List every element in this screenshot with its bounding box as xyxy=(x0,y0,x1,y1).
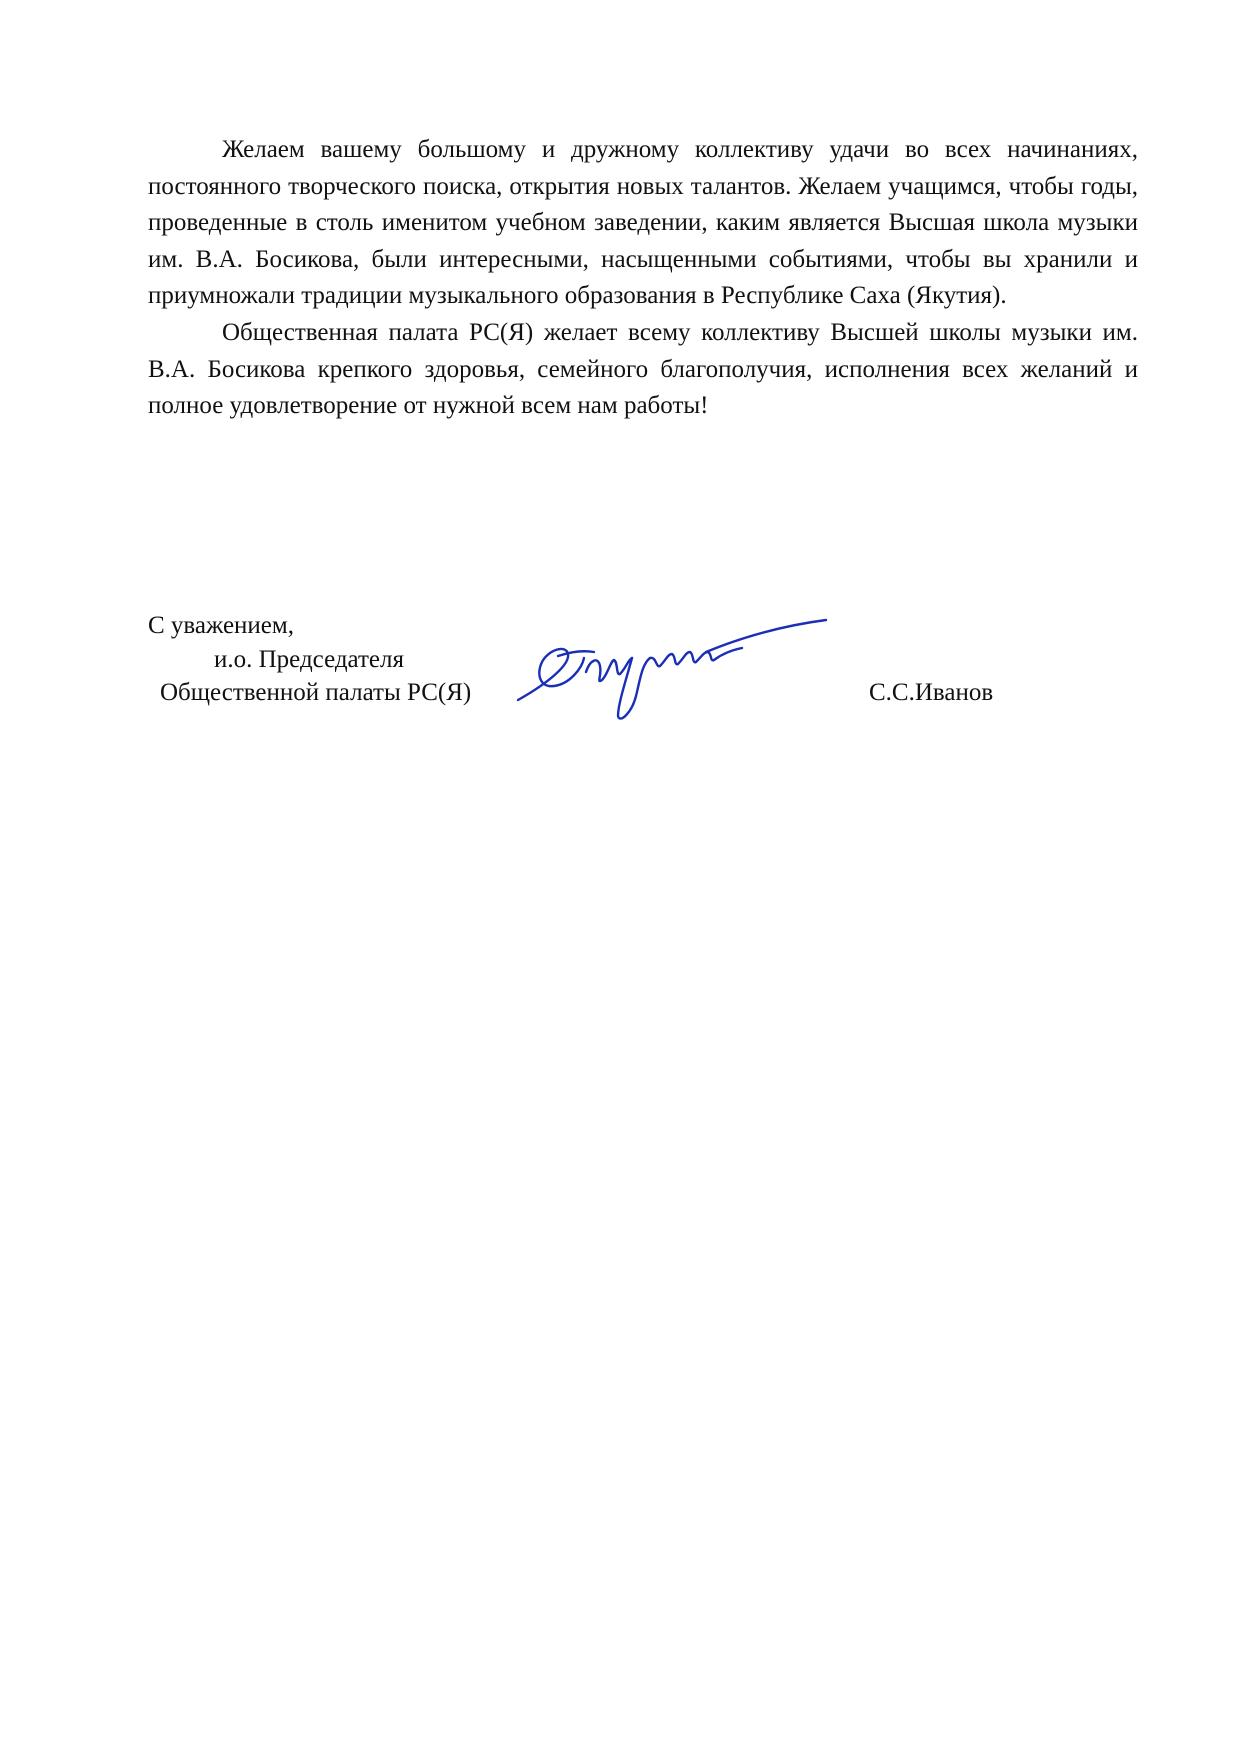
paragraph-chamber-wishes: Общественная палата РС(Я) желает всему коллективу Высшей школы музыки им. В.А. Босикова крепкого здоровья, семейного благополучия, исполнения всех желаний и полное удовлетворение от нужной всем нам работы! xyxy=(148,318,1138,420)
signer-name: С.С.Иванов xyxy=(869,679,994,706)
signer-role-line1: и.о. Председателя xyxy=(214,646,405,673)
signer-role-line2: Общественной палаты РС(Я) xyxy=(160,679,472,706)
handwritten-signature xyxy=(510,612,830,722)
letter-body xyxy=(148,132,1138,425)
paragraph-wishes: Желаем вашему большому и дружному коллективу удачи во всех начинаниях, постоянного творческого поиска, открытия новых талантов. Желаем учащимся, чтобы годы, проведенные в столь именитом учебном заведении, каким является Высшая школа музыки им. В.А. Босикова, были интересными, насыщенными событиями, чтобы вы хранили и приумножали традиции музыкального образования в Республике Саха (Якутия). xyxy=(148,136,1138,310)
closing-salutation: С уважением, xyxy=(148,612,294,639)
